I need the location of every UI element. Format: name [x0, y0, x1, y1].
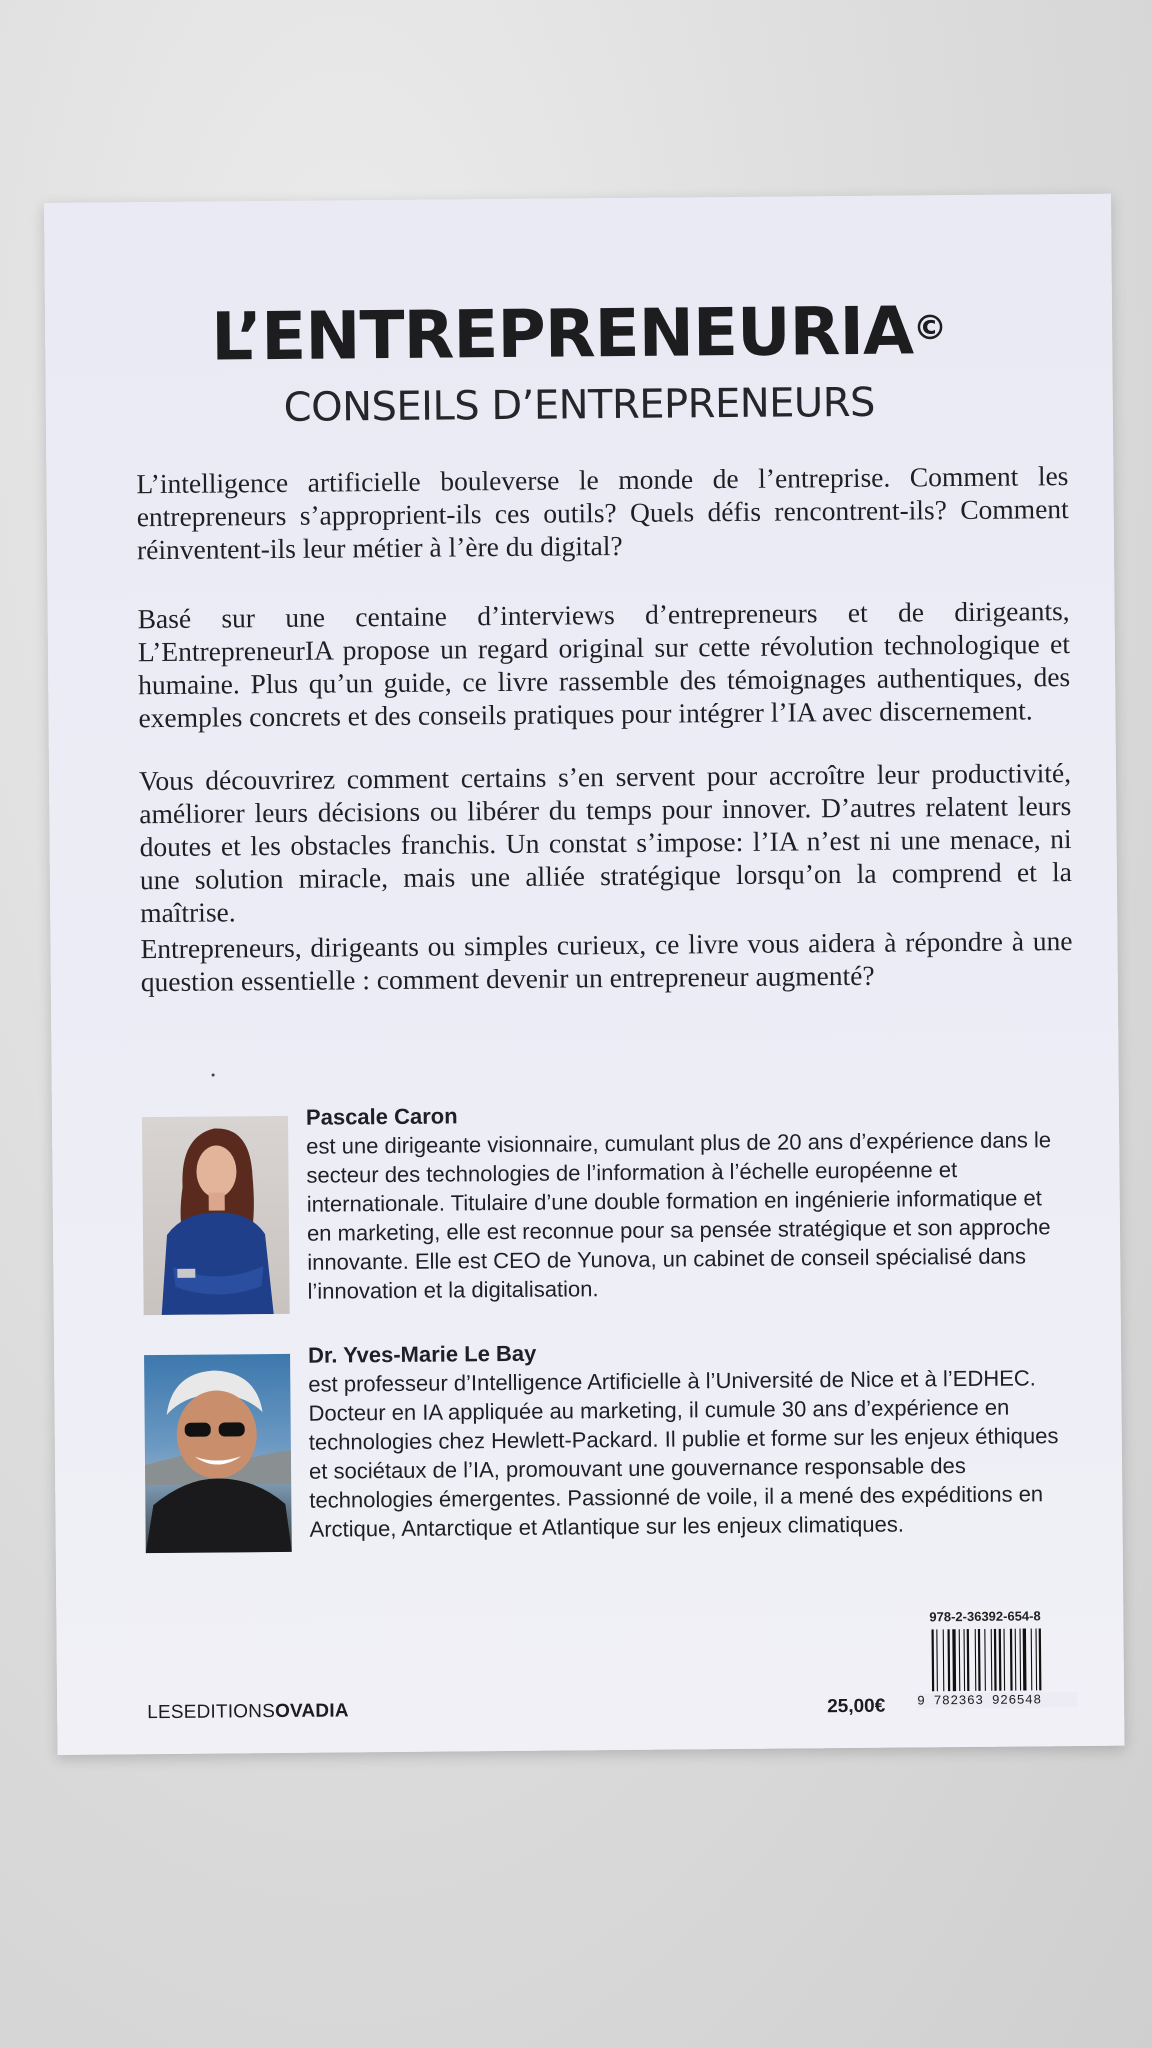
author-photo-pascale-caron [142, 1116, 290, 1315]
publisher-name-bold: OVADIA [274, 1700, 349, 1723]
book-back-cover [44, 194, 1125, 1755]
blurb-paragraph-4: Entrepreneurs, dirigeants ou simples curieux, ce livre vous aidera à répondre à une question essentielle : comment devenir un entrepreneur augmenté? [140, 925, 1073, 998]
author-photo-yves-marie-le-bay [144, 1354, 292, 1553]
blurb-paragraph-3: Vous découvrirez comment certains s’en servent pour accroître leur productivité, améliorer leurs décisions ou libérer du temps pour innover. D’autres relatent leurs doutes et les obstacles franchis. Un constat s’impose: l’IA n’est ni une menace, ni une solution miracle, mais une alliée stratégique lorsqu’on la comprend et la maîtrise. [138, 757, 1073, 929]
author-name-2: Dr. Yves-Marie Le Bay [307, 1340, 537, 1368]
author-bio-text-2: est professeur d’Intelligence Artificielle à l’Université de Nice et à l’EDHEC. Docteur en IA appliquée au marketing, il cumule 30 ans d’expérience en technologies chez Hewlett-Packard. Il publie et forme sur les enjeux éthiques et sociétaux de l’IA, promouvant une gouvernance responsable des technologies émergentes. Passionné de voile, il a mené des expéditions en Arctique, Antarctique et Atlantique sur les enjeux climatiques. [308, 1365, 1059, 1542]
author-name-1: Pascale Caron [305, 1103, 458, 1130]
isbn-label: 978-2-36392-654-8 [929, 1608, 1041, 1625]
blurb-paragraph-2: Basé sur une centaine d’interviews d’entrepreneurs et de dirigeants, L’EntrepreneurIA propose un regard original sur cette révolution technologique et humaine. Plus qu’un guide, ce livre rassemble des témoignages authentiques, des exemples concrets et des conseils pratiques pour intégrer l’IA avec discernement. [137, 595, 1071, 734]
book-title [45, 291, 1113, 377]
publisher-logo [147, 1700, 349, 1724]
decorative-dot [212, 1074, 215, 1077]
author-bio-2 [308, 1334, 1070, 1544]
price: 25,00€ [827, 1695, 886, 1718]
book-subtitle: CONSEILS D’ENTREPRENEURS [283, 379, 876, 431]
publisher-name-light: LESEDITIONS [147, 1701, 276, 1724]
blurb-paragraph-1: L’intelligence artificielle bouleverse le monde de l’entreprise. Comment les entrepreneurs s’approprient-ils ces outils? Quels défis rencontrent-ils? Comment réinventent-ils leur métier à l’ère du digital? [136, 460, 1069, 566]
book-title-text: L’ENTREPRENEURIA [210, 292, 914, 376]
copyright-mark: © [912, 308, 947, 349]
barcode-digits: 9 782363 926548 [917, 1692, 1077, 1708]
author-bio-text-1: est une dirigeante visionnaire, cumulant plus de 20 ans d’expérience dans le secteur des technologies de l’information à l’échelle européenne et internationale. Titulaire d’une double formation en ingénierie informatique et en marketing, elle est reconnue pour sa pensée stratégique et son approche innovante. Elle est CEO de Yunova, un cabinet de conseil spécialisé dans l’innovation et la digitalisation. [306, 1127, 1052, 1304]
author-bio-1 [306, 1096, 1068, 1306]
